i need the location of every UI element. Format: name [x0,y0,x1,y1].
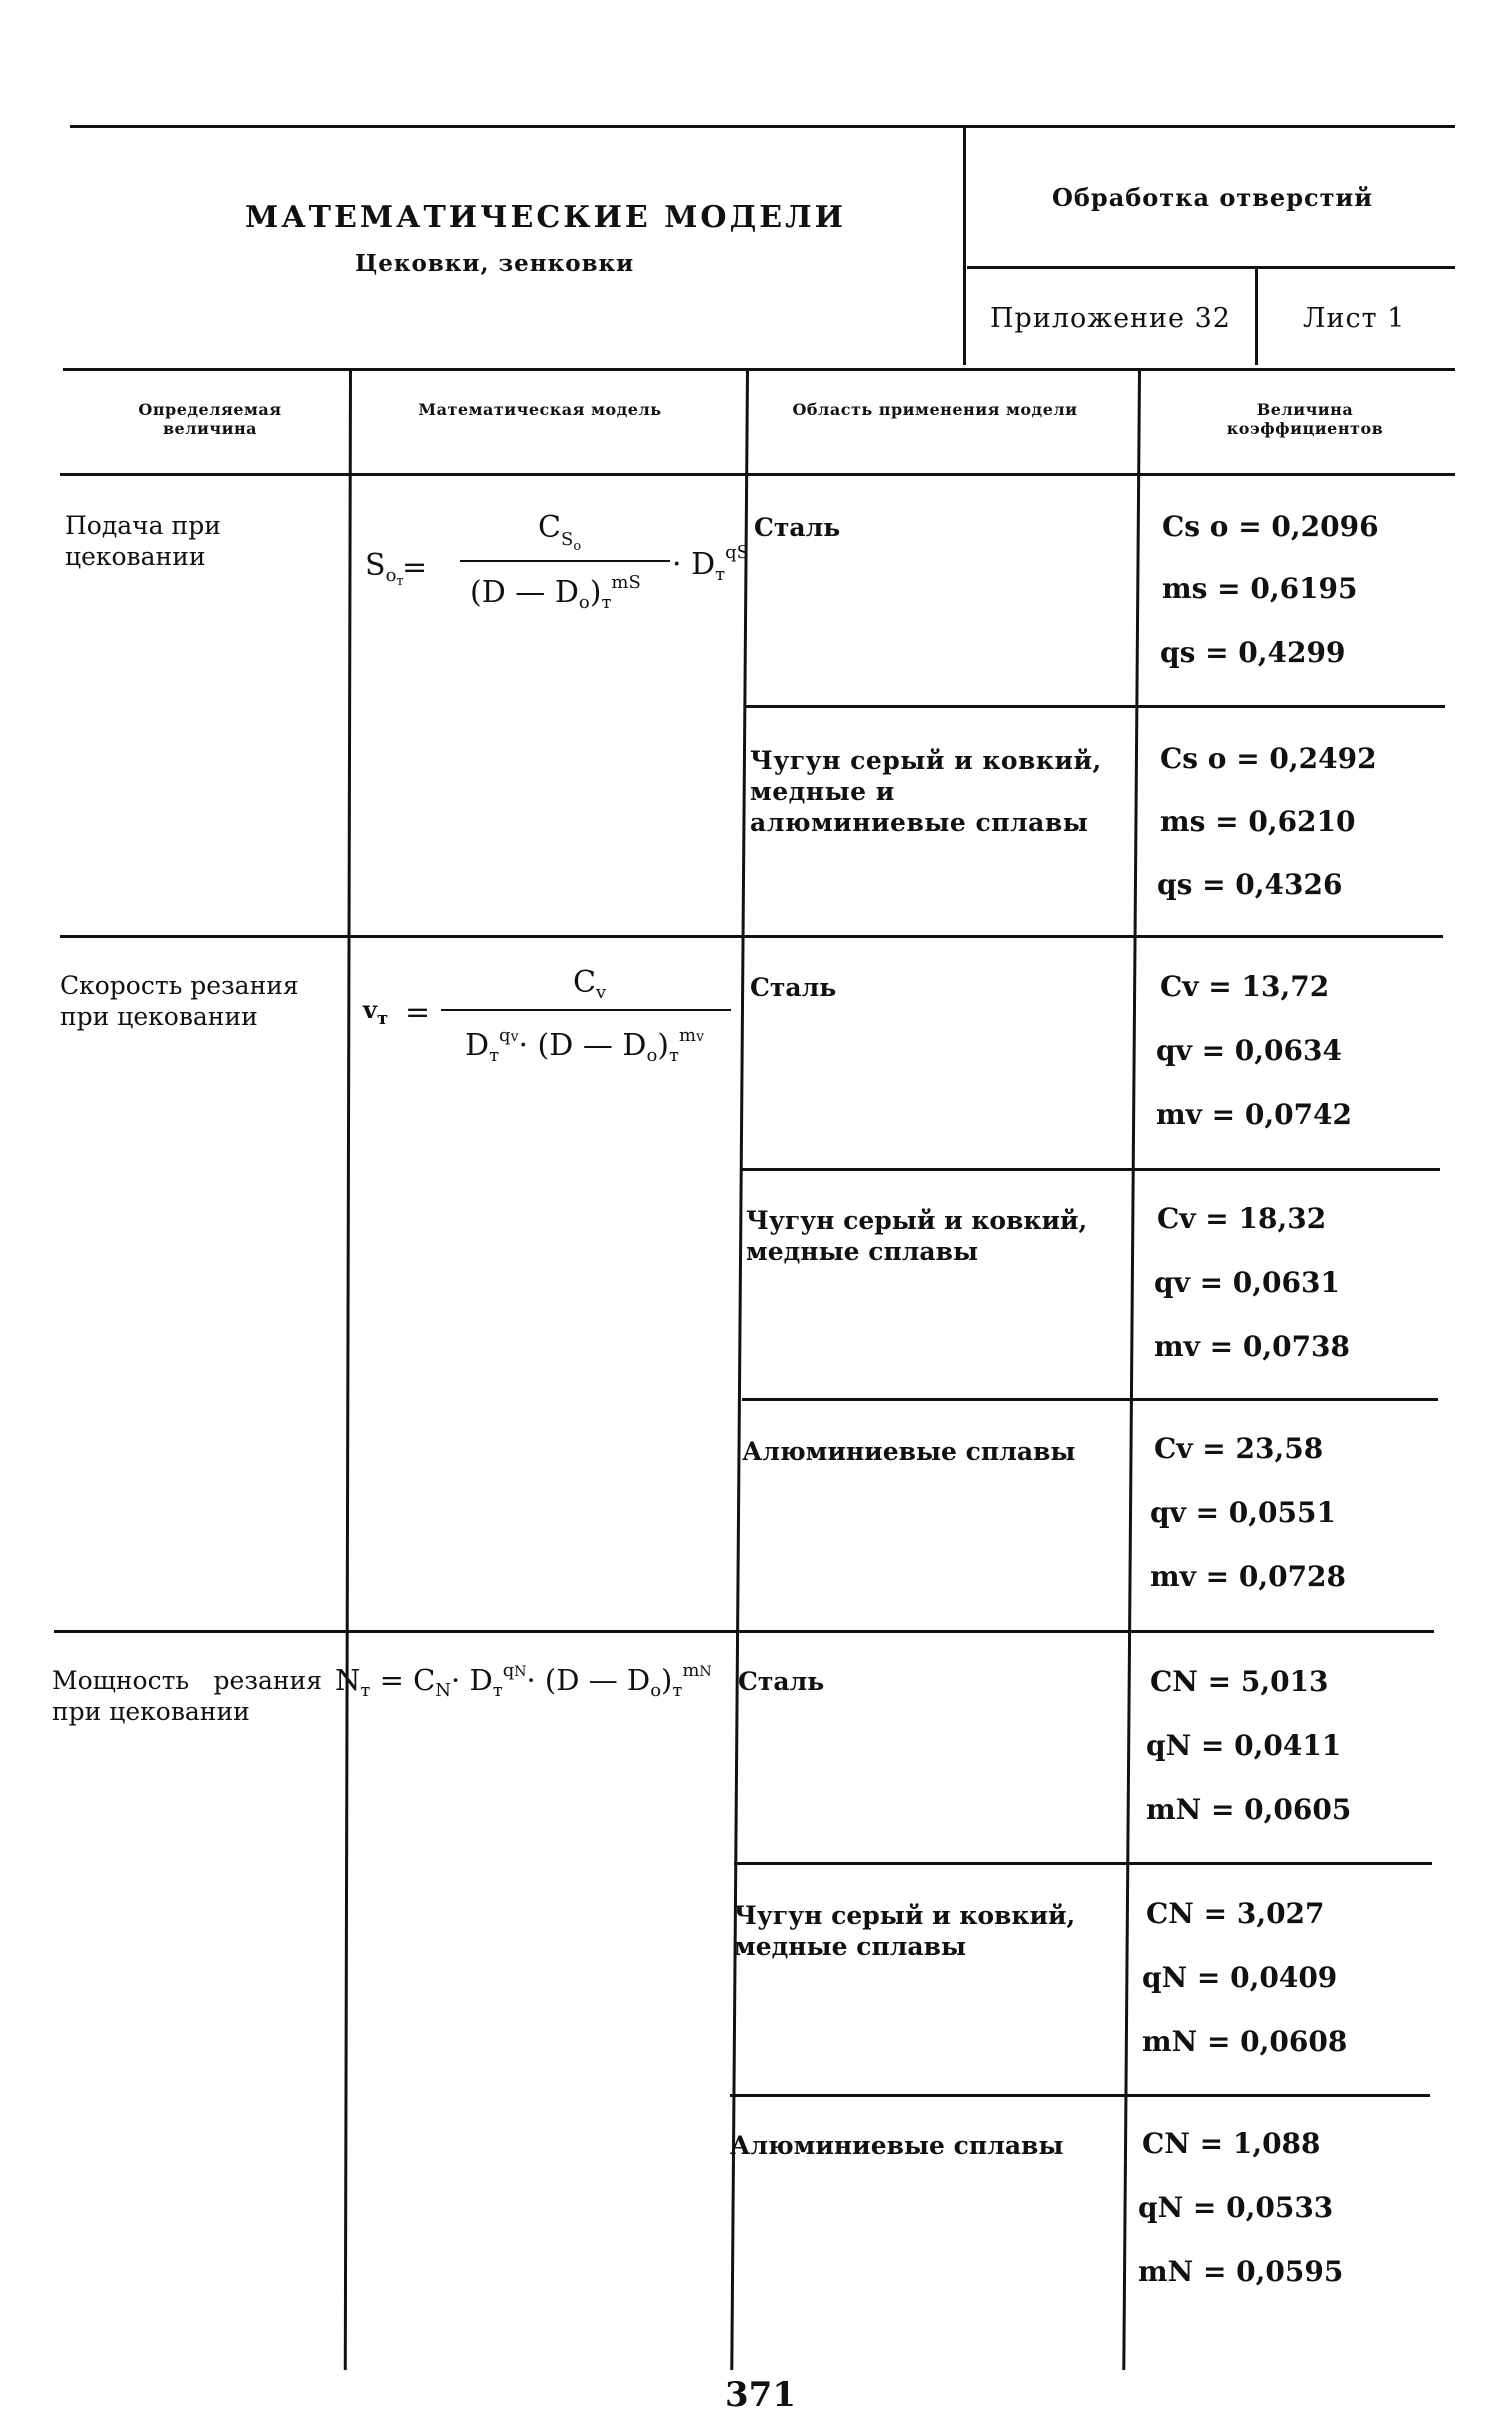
top-rule [70,125,1455,128]
coef-3-3-a: CN = 1,088 [1142,2127,1321,2160]
formula-power-d-sub: т [492,1680,503,1701]
coef-1-2-b: ms = 0,6210 [1160,805,1356,838]
formula-feed-num: C [538,510,561,545]
area-3-1: Сталь [738,1667,825,1696]
coef-2-2-a: Cv = 18,32 [1157,1202,1327,1235]
coef-1-1-c: qs = 0,4299 [1160,636,1346,669]
formula-feed-lhs-sub: o [385,565,397,586]
col-line-2 [730,370,749,2370]
formula-speed-den-a-sup: q [499,1025,511,1046]
section-label: Обработка отверстий [1052,183,1374,212]
area-2-1: Сталь [750,973,837,1002]
row-rule-1 [60,935,1443,938]
formula-power-close-sub: т [672,1680,683,1701]
formula-power-d-sup: q [502,1660,515,1681]
area-3-2: Чугун серый и ковкий, медные сплавы [734,1901,1076,1961]
formula-speed-den-a-sub: т [489,1045,500,1066]
coef-2-1-a: Cv = 13,72 [1160,970,1330,1003]
formula-feed-lhs: S [365,548,386,583]
formula-power-d: · D [451,1663,493,1697]
formula-speed-den-b-sub: o [646,1045,658,1066]
formula-power-lhs: N [335,1663,361,1697]
formula-power [335,1660,712,1701]
appendix-label: Приложение 32 [990,303,1231,334]
formula-speed-den-sup2: v [696,1029,704,1045]
coef-3-2-a: CN = 3,027 [1146,1897,1325,1930]
formula-feed-num-sub: S [560,529,574,550]
formula-feed-eq: = [402,550,428,585]
formula-power-close: ) [661,1663,673,1697]
page-title: МАТЕМАТИЧЕСКИЕ МОДЕЛИ [245,200,846,235]
formula-power-c-sub: N [435,1680,452,1701]
coef-2-3-b: qv = 0,0551 [1150,1496,1336,1529]
coef-2-1-b: qv = 0,0634 [1156,1034,1342,1067]
sheet-label: Лист 1 [1303,303,1406,334]
formula-speed-eq: = [405,995,431,1030]
formula-power-close-sup: m [682,1660,700,1681]
coef-3-1-c: mN = 0,0605 [1146,1793,1352,1826]
formula-speed-den-a-sup2: v [510,1029,519,1045]
coef-3-3-b: qN = 0,0533 [1138,2191,1334,2224]
coef-2-2-c: mv = 0,0738 [1154,1330,1351,1363]
formula-feed-den-sub2: т [601,592,612,613]
formula-speed [355,965,745,1075]
coef-3-2-b: qN = 0,0409 [1142,1961,1338,1994]
formula-power-c: C [413,1663,436,1697]
formula-feed-fraction-bar [460,560,670,562]
column-header-model: Математическая модель [418,400,662,419]
formula-power-d-sup2: N [514,1664,527,1680]
formula-feed-den-close: ) [589,575,602,610]
column-header-quantity: Определяемая величина [138,400,282,438]
header-appendix-divider [1255,266,1258,365]
quantity-speed: Скорость резания при цековании [60,971,299,1031]
group-rule-2a [742,1168,1440,1171]
formula-speed-den-a: D [465,1028,490,1063]
formula-power-lhs-sub: т [360,1680,371,1701]
formula-feed-den-sub: o [578,592,590,613]
formula-speed-num-sub: v [595,982,607,1003]
formula-feed-tail-sup2: S [736,542,749,563]
formula-speed-den-sub2: т [669,1045,679,1066]
formula-speed-den-b: · (D — D [518,1028,647,1063]
coef-3-2-c: mN = 0,0608 [1142,2025,1348,2058]
column-header-area: Область применения модели [792,400,1078,419]
formula-speed-den-close: ) [657,1028,670,1063]
coef-1-2-c: qs = 0,4326 [1157,868,1343,901]
formula-power-eq: = [379,1663,404,1697]
table-top-rule [63,368,1455,371]
formula-feed-den: (D — D [470,575,579,610]
column-header-coef: Величина коэффициентов [1226,400,1384,438]
col-line-3 [1122,370,1141,2370]
page-subtitle: Цековки, зенковки [355,250,635,277]
area-2-3: Алюминиевые сплавы [742,1437,1076,1466]
coef-3-1-b: qN = 0,0411 [1146,1729,1342,1762]
quantity-feed: Подача при цековании [65,511,221,571]
area-2-2: Чугун серый и ковкий, медные сплавы [746,1206,1088,1266]
formula-speed-fraction-bar [441,1009,731,1011]
formula-speed-num: C [573,965,596,1000]
quantity-power: Мощность резания при цековании [52,1666,322,1726]
formula-speed-lhs-sub: т [376,1008,389,1029]
group-rule-1a [745,705,1445,708]
coef-3-3-c: mN = 0,0595 [1138,2255,1344,2288]
group-rule-2b [742,1398,1438,1401]
row-rule-2 [54,1630,1434,1633]
coef-2-2-b: qv = 0,0631 [1154,1266,1340,1299]
coef-2-3-c: mv = 0,0728 [1150,1560,1347,1593]
formula-speed-den-sup: m [678,1025,697,1046]
area-1-1: Сталь [754,513,841,542]
formula-power-rest-sub: o [650,1680,662,1701]
coef-1-1-a: Cs o = 0,2096 [1162,510,1379,543]
coef-2-1-c: mv = 0,0742 [1156,1098,1353,1131]
formula-speed-lhs: v [363,995,377,1024]
formula-feed-lhs-subsub: т [396,574,404,589]
formula-power-rest: · (D — D [526,1663,651,1697]
group-rule-3b [730,2094,1430,2097]
area-1-2: Чугун серый и ковкий, медные и алюминиевые сплавы [750,746,1102,837]
page-number: 371 [725,2375,796,2415]
formula-feed-tail: · D [672,547,716,582]
group-rule-3a [734,1862,1432,1865]
header-divider [963,125,966,365]
formula-feed-den-sup: m [611,572,629,593]
formula-feed-num-subsub: o [573,539,582,554]
coef-2-3-a: Cv = 23,58 [1154,1432,1324,1465]
column-header-rule [60,473,1455,476]
formula-feed-den-sup2: S [628,572,641,593]
formula-feed-tail-sub: т [715,564,726,585]
formula-feed [360,510,749,630]
formula-feed-tail-sup: q [725,542,737,563]
col-line-1 [344,370,352,2370]
coef-1-2-a: Cs o = 0,2492 [1160,742,1377,775]
coef-1-1-b: ms = 0,6195 [1162,572,1358,605]
area-3-3: Алюминиевые сплавы [730,2131,1064,2160]
header-section-rule [967,266,1455,269]
coef-3-1-a: CN = 5,013 [1150,1665,1329,1698]
formula-power-close-sup2: N [699,1664,712,1680]
